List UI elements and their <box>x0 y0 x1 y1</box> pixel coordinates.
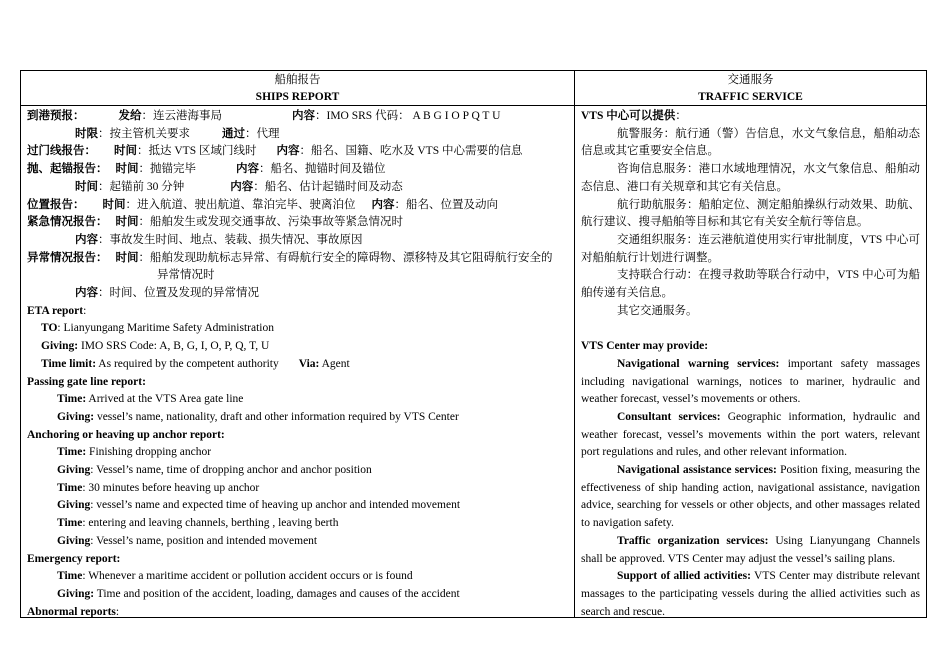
limit-label: 时限 <box>75 127 98 140</box>
anchor-giving-en-label: Giving <box>57 464 91 477</box>
eta-cn-label: 到港预报： <box>27 110 85 122</box>
pos-time-value: ：进入航道、驶出航道、靠泊完毕、驶离泊位 <box>125 198 356 211</box>
header-en: TRAFFIC SERVICE <box>698 91 803 103</box>
cn-para: 航行助航服务：船舶定位、测定船舶操纵行动效果、助航、航行建议、搜寻船舶等目标和其它有关安全航行等信息。 <box>581 198 920 229</box>
en-para <box>581 462 920 533</box>
spacer <box>581 320 920 338</box>
anchor-time-label: 时间 <box>115 163 139 176</box>
gate-time-en-label: Time: <box>57 393 87 406</box>
anchor-en-label: Anchoring or heaving up anchor report: <box>27 428 225 441</box>
en-para-text: Using Lianyungang Channels shall be approved. VTS Center may adjust the vessel’s sailing plans. <box>581 534 920 565</box>
anchor-time-en-value: Finishing dropping anchor <box>86 446 212 459</box>
emg-time-en-value: : Whenever a maritime accident or pollution accident occurs or is found <box>82 570 413 583</box>
content-label: 内容 <box>292 110 315 122</box>
pos-time-en-value: : entering and leaving channels, berthing , leaving berth <box>82 517 339 530</box>
ships-report-body <box>21 106 574 621</box>
en-para-text: VTS Center may distribute relevant massages to the participating vessels during the allied activities such as search and rescue. <box>581 570 920 618</box>
en-para-label: Support of allied activities: <box>617 570 751 583</box>
abn-content-label: 内容 <box>75 287 98 300</box>
emg-en-line <box>27 551 568 569</box>
abn-content-value: ：时间、位置及发现的异常情况 <box>98 287 259 300</box>
pos-cn-label: 位置报告： <box>27 198 85 211</box>
heave-giving-en-value: : vessel’s name and expected time of heaving up anchor and intended movement <box>90 499 461 512</box>
eta-en-colon: : <box>83 304 87 317</box>
vts-cn-title-text: VTS 中心可以提供 <box>581 110 676 122</box>
traffic-service-column <box>575 71 926 617</box>
anchor-giving-en-value: : Vessel’s name, time of dropping anchor and anchor position <box>90 464 372 477</box>
gate-cn-line <box>27 143 568 161</box>
ships-report-header <box>21 71 574 106</box>
vts-cn-title-colon: ： <box>675 110 687 122</box>
send-label: 发给 <box>118 110 142 122</box>
pos-content-label: 内容 <box>371 198 395 211</box>
emg-time-en-line <box>27 568 568 586</box>
abn-time-value: ：船舶发现助航标志异常、有碍航行安全的障碍物、漂移特及其它阻碍航行安全的 <box>138 251 553 264</box>
en-para <box>581 533 920 568</box>
en-para-label: Consultant services: <box>617 410 721 423</box>
via-label: 通过 <box>222 127 245 140</box>
abn-cn-label: 异常情况报告： <box>27 251 108 264</box>
eta-cn-line <box>27 108 568 126</box>
header-en: SHIPS REPORT <box>255 91 340 103</box>
anchor-giving-en-line <box>27 462 568 480</box>
gate-giving-en-line <box>27 409 568 427</box>
content-value: ：IMO SRS 代码： A B G I O P Q T U <box>315 110 501 122</box>
vts-en-title: VTS Center may provide: <box>581 340 709 353</box>
abn-time-value2: 异常情况时 <box>157 269 215 282</box>
en-para-label: Navigational assistance services: <box>617 464 777 477</box>
emg-content-label: 内容 <box>75 233 98 246</box>
abn-en-label: Abnormal reports <box>27 605 116 618</box>
emg-en-label: Emergency report: <box>27 552 121 565</box>
gate-time-value: ：抵达 VTS 区域门线时 <box>137 145 257 158</box>
pos-time-label: 时间 <box>102 198 126 211</box>
emg-time-label: 时间 <box>115 216 139 229</box>
gate-giving-en-label: Giving: <box>57 410 95 423</box>
header-cn: 交通服务 <box>727 74 774 86</box>
heave-time-label: 时间 <box>75 180 98 193</box>
anchor-cn-label: 抛、起锚报告： <box>27 163 108 176</box>
abn-cn-line <box>27 250 568 268</box>
gate-content-label: 内容 <box>276 145 300 158</box>
gate-en-line <box>27 374 568 392</box>
to-value: : Lianyungang Maritime Safety Administration <box>57 322 274 335</box>
eta-en-label: ETA report <box>27 304 84 317</box>
emg-content-cn-line <box>27 232 568 250</box>
anchor-content-value: ：船名、抛锚时间及锚位 <box>259 163 386 176</box>
via-en-label: Via: <box>298 357 320 370</box>
emg-giving-en-value: Time and position of the accident, loading, damages and causes of the accident <box>94 587 460 600</box>
en-para <box>581 409 920 462</box>
heave-time-value: ：起锚前 30 分钟 <box>98 180 185 193</box>
en-para-text: Geographic information, hydraulic and weather forecast, vessel’s movements within the port waters, relevant port regulations and rules, and other relevant information. <box>581 410 921 459</box>
emg-time-value: ：船舶发生或发现交通事故、污染事故等紧急情况时 <box>138 216 403 229</box>
emg-time-en-label: Time <box>57 570 83 583</box>
emg-giving-en-label: Giving: <box>57 587 95 600</box>
anchor-time-en-line <box>27 444 568 462</box>
pos-cn-line <box>27 197 568 215</box>
traffic-service-body <box>575 106 926 621</box>
en-para <box>581 568 920 621</box>
gate-time-en-line <box>27 391 568 409</box>
en-para-label: Navigational warning services: <box>617 357 780 370</box>
anchor-time-value: ：抛锚完毕 <box>138 163 196 176</box>
giving-value: IMO SRS Code: A, B, G, I, O, P, Q, T, U <box>78 340 270 353</box>
eta-en-line <box>27 303 568 321</box>
via-en-value: Agent <box>319 357 350 370</box>
heave-time-en-value: : 30 minutes before heaving up anchor <box>82 481 260 494</box>
en-para <box>581 356 920 409</box>
limit-en-value: As required by the competent authority <box>96 357 279 370</box>
anchor-cn-line <box>27 161 568 179</box>
limit-value: ：按主管机关要求 <box>98 127 190 140</box>
heave-time-en-label: Time <box>57 481 83 494</box>
to-label: TO <box>41 322 58 335</box>
limit-en-line <box>27 356 568 374</box>
anchor-en-line <box>27 427 568 445</box>
gate-content-value: ：船名、国籍、吃水及 VTS 中心需要的信息 <box>299 145 523 158</box>
send-value: ：连云港海事局 <box>141 110 222 122</box>
pos-time-en-line <box>27 515 568 533</box>
header-cn: 船舶报告 <box>274 74 321 86</box>
gate-giving-en-value: vessel’s name, nationality, draft and other information required by VTS Center <box>94 410 459 423</box>
heave-giving-en-line <box>27 497 568 515</box>
cn-para: 其它交通服务。 <box>617 304 698 317</box>
cn-para: 支持联合行动：在搜寻救助等联合行动中，VTS 中心可为船舶传递有关信息。 <box>581 269 920 300</box>
pos-giving-en-line <box>27 533 568 551</box>
abn-content-cn-line <box>27 285 568 303</box>
abn-en-line <box>27 604 568 622</box>
en-para-text: important safety massages including navigational warnings, notices to mariner, hydraulic and weather forecast, vessel’s movements or others. <box>581 357 921 406</box>
heave-content-value: ：船名、估计起锚时间及动态 <box>253 180 403 193</box>
pos-giving-en-label: Giving <box>57 534 91 547</box>
cn-para: 航警服务：航行通（警）告信息，水文气象信息，船舶动态信息或其它重要安全信息。 <box>581 127 920 158</box>
emg-cn-label: 紧急情况报告： <box>27 216 108 229</box>
anchor-content-label: 内容 <box>236 163 259 176</box>
cn-para: 交通组织服务：连云港航道使用实行审批制度，VTS 中心可对船舶航行计划进行调整。 <box>581 233 920 264</box>
gate-en-label: Passing gate line report: <box>27 375 146 388</box>
pos-content-value: ：船名、位置及动向 <box>394 198 498 211</box>
vts-cn-title <box>581 108 920 126</box>
giving-label: Giving: <box>41 340 79 353</box>
cn-para: 咨询信息服务：港口水域地理情况，水文气象信息、船舶动态信息、港口有关规章和其它有关信息。 <box>581 163 920 193</box>
ships-report-column <box>21 71 575 617</box>
abn-time-cn-line2 <box>27 267 568 285</box>
to-line <box>27 320 568 338</box>
via-value: ：代理 <box>245 127 280 140</box>
en-para-label: Traffic organization services: <box>617 534 769 547</box>
pos-giving-en-value: : Vessel’s name, position and intended movement <box>90 534 318 547</box>
pos-time-en-label: Time <box>57 517 83 530</box>
gate-time-label: 时间 <box>114 145 137 158</box>
limit-en-label: Time limit: <box>41 357 97 370</box>
giving-line <box>27 338 568 356</box>
heave-cn-line <box>27 179 568 197</box>
abn-en-colon: : <box>115 605 120 618</box>
eta-limit-line <box>27 126 568 144</box>
emg-cn-line <box>27 214 568 232</box>
emg-giving-en-line <box>27 586 568 604</box>
report-table <box>20 70 927 618</box>
gate-cn-label: 过门线报告： <box>27 145 96 158</box>
traffic-service-header <box>575 71 926 106</box>
anchor-time-en-label: Time: <box>57 446 87 459</box>
heave-giving-en-label: Giving <box>57 499 91 512</box>
en-para-text: Position fixing, measuring the effectiveness of ship handing action, navigational assistance, navigation advice, searching for vessels or other objects, and other massages related to navigation safety. <box>581 464 920 530</box>
gate-time-en-value: Arrived at the VTS Area gate line <box>86 393 244 406</box>
emg-content-value: ：事故发生时间、地点、装载、损失情况、事故原因 <box>98 233 363 246</box>
abn-time-label: 时间 <box>115 251 139 264</box>
heave-content-label: 内容 <box>230 180 254 193</box>
heave-time-en-line <box>27 480 568 498</box>
